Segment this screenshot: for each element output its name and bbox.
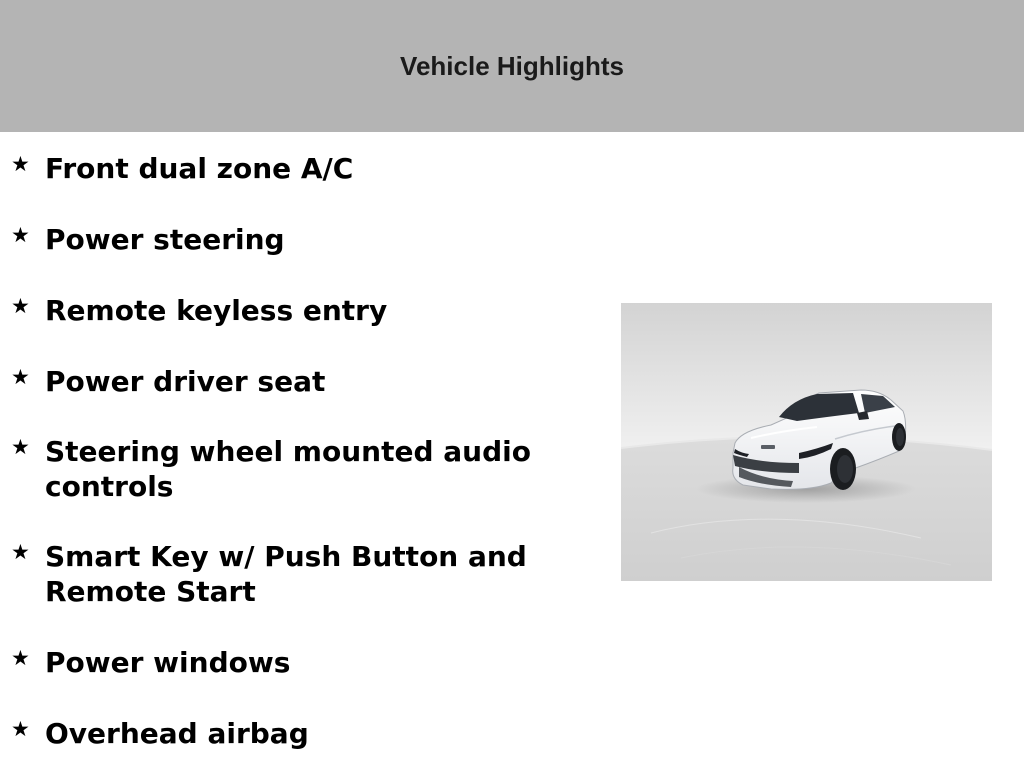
feature-label: Steering wheel mounted audio controls bbox=[45, 435, 531, 503]
car-illustration bbox=[621, 303, 992, 581]
feature-label: Front dual zone A/C bbox=[45, 152, 354, 185]
star-icon: ★ bbox=[11, 365, 30, 389]
feature-label: Remote keyless entry bbox=[45, 294, 388, 327]
feature-label: Overhead airbag bbox=[45, 717, 309, 750]
header-bar bbox=[0, 0, 1024, 132]
star-icon: ★ bbox=[11, 646, 30, 670]
feature-label: Power driver seat bbox=[45, 365, 326, 398]
page-title: Vehicle Highlights bbox=[400, 51, 624, 81]
feature-label: Power windows bbox=[45, 646, 291, 679]
vehicle-photo bbox=[621, 303, 992, 581]
star-icon: ★ bbox=[11, 223, 30, 247]
star-icon: ★ bbox=[11, 435, 30, 459]
star-icon: ★ bbox=[11, 540, 30, 564]
star-icon: ★ bbox=[11, 717, 30, 741]
star-icon: ★ bbox=[11, 152, 30, 176]
star-icon: ★ bbox=[11, 294, 30, 318]
feature-label: Smart Key w/ Push Button and Remote Start bbox=[45, 540, 527, 608]
feature-label: Power steering bbox=[45, 223, 285, 256]
